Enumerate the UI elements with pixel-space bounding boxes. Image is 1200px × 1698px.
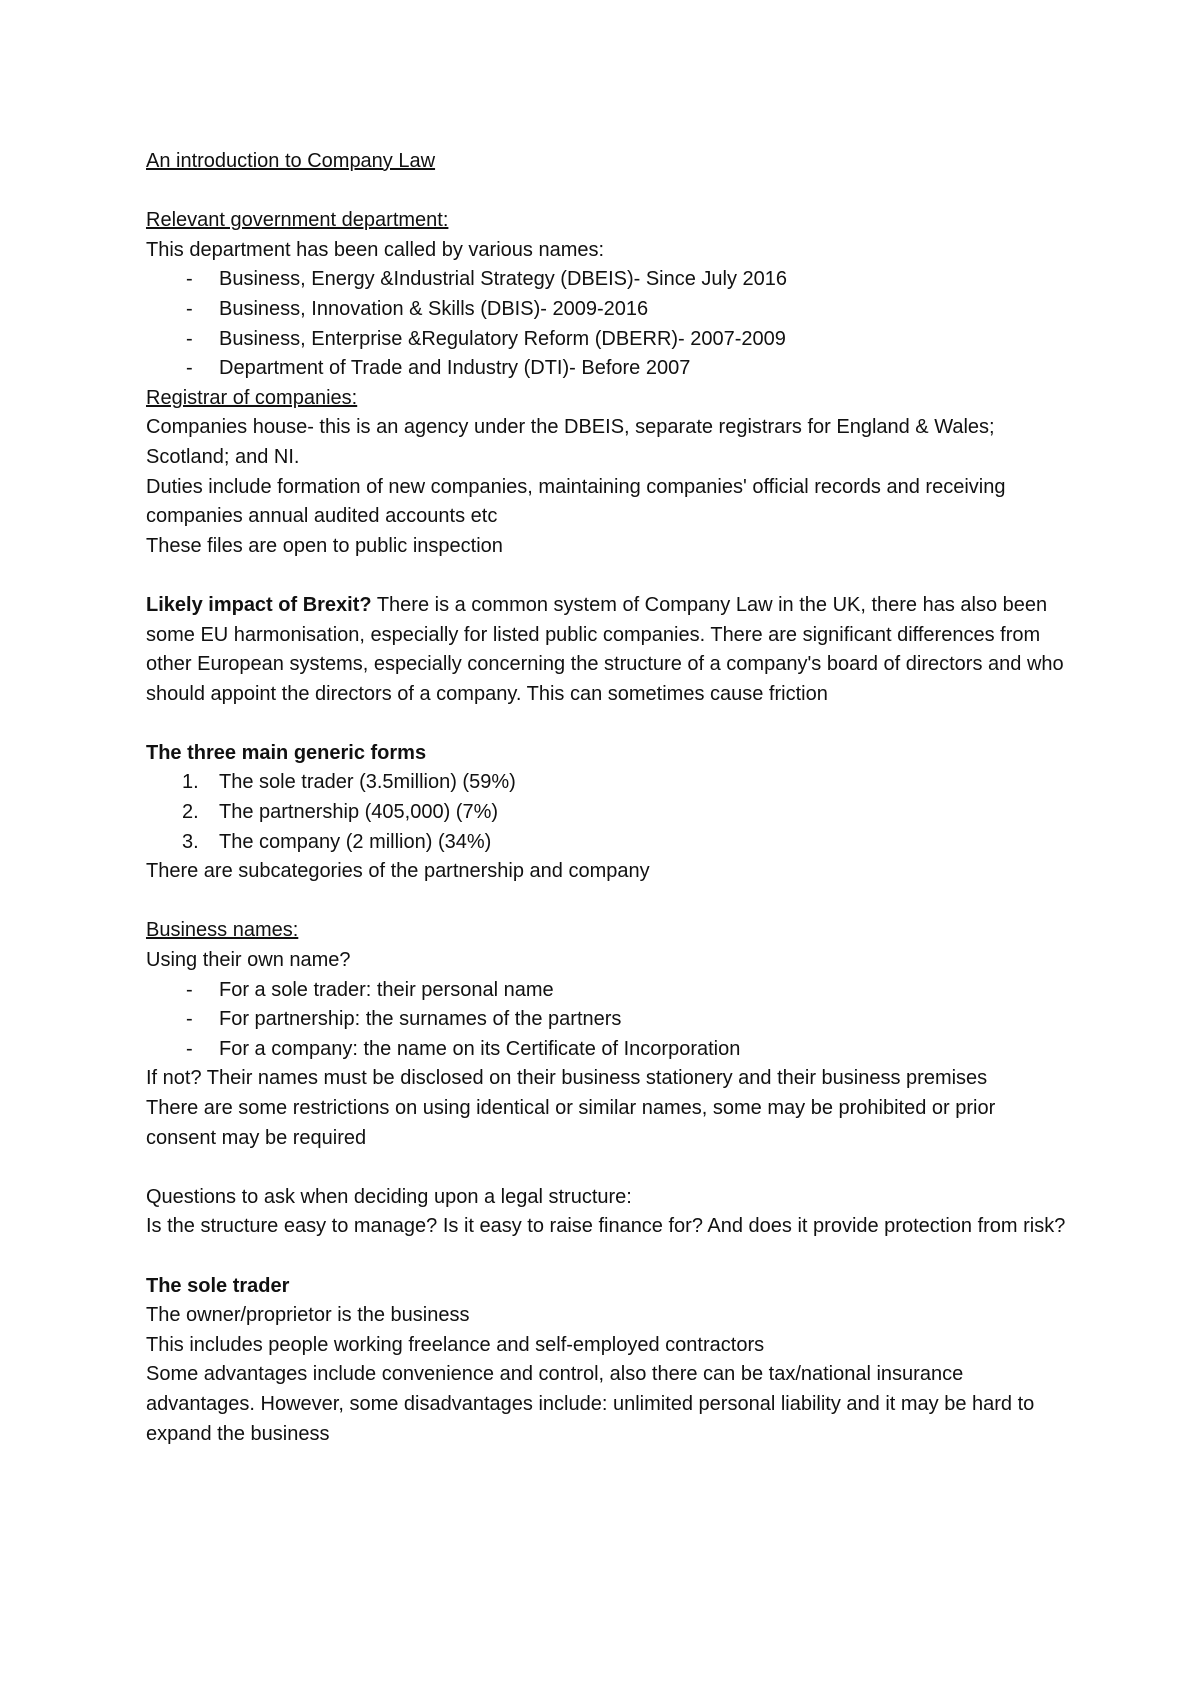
business-names-heading: Business names: [146,919,299,942]
brexit-heading: Likely impact of Brexit? [146,593,372,616]
brexit-paragraph [146,591,1070,709]
department-name: Business, Enterprise &Regulatory Reform (DBERR)- 2007-2009 [219,327,786,350]
forms-heading: The three main generic forms [146,741,427,764]
document-title: An introduction to Company Law [146,150,436,172]
brexit-text: There is a common system of Company Law in the UK, there has also been some EU harmonisation, especially for listed public companies. There are significant differences from other European systems, especially concerning the structure of a company's board of directors and who should appoint the directors of a company. This can sometimes cause friction [146,593,1064,705]
forms-note: There are subcategories of the partnership and company [146,860,650,883]
business-name-rule: For a sole trader: their personal name [219,978,554,1001]
forms-list [146,768,1070,857]
number-marker: 3. [182,830,199,853]
list-item [146,828,1070,858]
sole-trader-includes: This includes people working freelance and self-employed contractors [146,1333,765,1356]
list-item [146,325,1070,355]
list-item [146,1005,1070,1035]
sole-trader-pros-cons: Some advantages include convenience and control, also there can be tax/national insurance advantages. However, some disadvantages include: unlimited personal liability and it may be hard to expand the business [146,1363,1035,1445]
dash-marker: - [186,357,193,380]
department-intro: This department has been called by various names: [146,238,605,261]
business-names-disclosure: If not? Their names must be disclosed on their business stationery and their business premises [146,1067,988,1090]
form-text: The company (2 million) (34%) [219,830,492,853]
dash-marker: - [186,978,193,1001]
department-name: Business, Energy &Industrial Strategy (DBEIS)- Since July 2016 [219,268,788,291]
blank-line [146,561,1070,591]
form-text: The sole trader (3.5million) (59%) [219,771,516,794]
dash-marker: - [186,297,193,320]
form-text: The partnership (405,000) (7%) [219,801,499,824]
blank-line [146,177,1070,207]
department-name: Department of Trade and Industry (DTI)- Before 2007 [219,357,691,380]
questions-list: Is the structure easy to manage? Is it easy to raise finance for? And does it provide protection from risk? [146,1215,1066,1238]
list-item [146,354,1070,384]
blank-line [146,709,1070,739]
blank-line [146,1242,1070,1272]
blank-line [146,887,1070,917]
sole-trader-owner: The owner/proprietor is the business [146,1304,470,1327]
dash-marker: - [186,1037,193,1060]
list-item [146,976,1070,1006]
department-name: Business, Innovation & Skills (DBIS)- 2009-2016 [219,297,649,320]
department-names-list [146,265,1070,383]
registrar-paragraph: Companies house- this is an agency under the DBEIS, separate registrars for England & Wales; Scotland; and NI. [146,416,995,468]
department-heading: Relevant government department: [146,209,449,232]
questions-intro: Questions to ask when deciding upon a legal structure: [146,1185,632,1208]
dash-marker: - [186,327,193,350]
list-item [146,768,1070,798]
number-marker: 1. [182,771,199,794]
dash-marker: - [186,1008,193,1031]
number-marker: 2. [182,801,199,824]
registrar-public-inspection: These files are open to public inspection [146,534,503,557]
registrar-duties: Duties include formation of new companies, maintaining companies' official records and receiving companies annual audited accounts etc [146,475,1006,528]
list-item [146,265,1070,295]
list-item [146,295,1070,325]
registrar-heading: Registrar of companies: [146,386,358,409]
business-names-list [146,976,1070,1065]
business-name-rule: For a company: the name on its Certificate of Incorporation [219,1037,741,1060]
blank-line [146,1153,1070,1183]
sole-trader-heading: The sole trader [146,1274,290,1297]
business-names-restrictions: There are some restrictions on using identical or similar names, some may be prohibited or prior consent may be required [146,1097,996,1149]
list-item [146,1035,1070,1065]
business-names-intro: Using their own name? [146,949,351,972]
business-name-rule: For partnership: the surnames of the partners [219,1008,622,1031]
list-item [146,798,1070,828]
dash-marker: - [186,268,193,291]
